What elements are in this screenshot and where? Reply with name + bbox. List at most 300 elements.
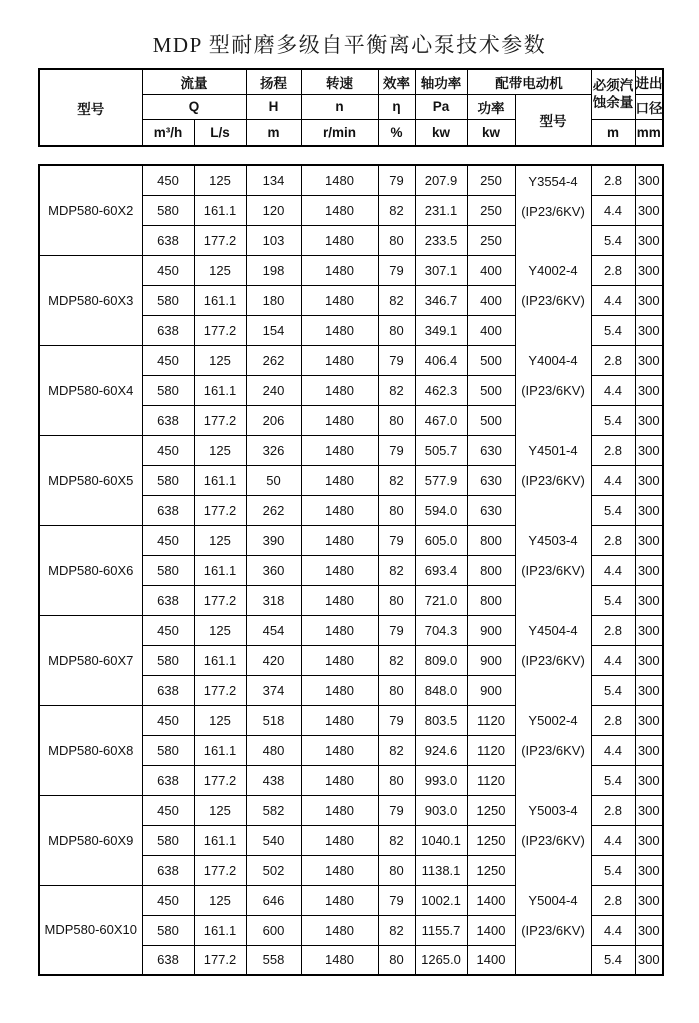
diameter-cell: 300 [635, 405, 663, 435]
diameter-cell: 300 [635, 735, 663, 765]
header-model: 型号 [39, 69, 142, 146]
shaft-power-cell: 1155.7 [415, 915, 467, 945]
motor-model-cell [515, 345, 591, 435]
head-cell: 262 [246, 345, 301, 375]
speed-cell: 1480 [301, 735, 378, 765]
head-cell: 103 [246, 225, 301, 255]
pump-spec-table [38, 164, 664, 976]
shaft-power-cell: 233.5 [415, 225, 467, 255]
speed-cell: 1480 [301, 915, 378, 945]
shaft-power-cell: 704.3 [415, 615, 467, 645]
flow-ls-cell: 161.1 [194, 285, 246, 315]
diameter-cell: 300 [635, 585, 663, 615]
shaft-power-cell: 1002.1 [415, 885, 467, 915]
motor-power-cell: 900 [467, 615, 515, 645]
spec-row [39, 435, 663, 465]
diameter-cell: 300 [635, 225, 663, 255]
speed-cell: 1480 [301, 825, 378, 855]
diameter-cell: 300 [635, 495, 663, 525]
efficiency-cell: 82 [378, 645, 415, 675]
header-motor-power: 功率 [467, 94, 515, 119]
motor-power-cell: 1250 [467, 795, 515, 825]
flow-m3h-cell: 638 [142, 495, 194, 525]
flow-ls-cell: 125 [194, 615, 246, 645]
pump-model-cell: MDP580-60X5 [39, 435, 142, 525]
motor-model-name: Y4002-4 [528, 263, 578, 278]
motor-power-cell: 1400 [467, 885, 515, 915]
motor-power-cell: 800 [467, 555, 515, 585]
efficiency-cell: 79 [378, 345, 415, 375]
flow-m3h-cell: 580 [142, 465, 194, 495]
shaft-power-cell: 1265.0 [415, 945, 467, 975]
pump-model-cell: MDP580-60X3 [39, 255, 142, 345]
motor-power-cell: 1250 [467, 855, 515, 885]
diameter-cell: 300 [635, 165, 663, 195]
npsh-cell: 2.8 [591, 615, 635, 645]
diameter-cell: 300 [635, 825, 663, 855]
flow-ls-cell: 177.2 [194, 765, 246, 795]
flow-ls-cell: 125 [194, 255, 246, 285]
header-unit-efficiency: % [378, 119, 415, 146]
header-unit-m3h: m³/h [142, 119, 194, 146]
motor-power-cell: 1400 [467, 945, 515, 975]
diameter-cell: 300 [635, 195, 663, 225]
spec-row [39, 345, 663, 375]
head-cell: 240 [246, 375, 301, 405]
motor-model-name: Y4504-4 [528, 623, 578, 638]
npsh-cell: 5.4 [591, 765, 635, 795]
npsh-cell: 4.4 [591, 375, 635, 405]
header-row-1 [39, 69, 663, 94]
speed-cell: 1480 [301, 435, 378, 465]
efficiency-cell: 82 [378, 825, 415, 855]
shaft-power-cell: 924.6 [415, 735, 467, 765]
npsh-cell: 4.4 [591, 825, 635, 855]
flow-m3h-cell: 638 [142, 315, 194, 345]
speed-cell: 1480 [301, 705, 378, 735]
flow-m3h-cell: 450 [142, 885, 194, 915]
shaft-power-cell: 693.4 [415, 555, 467, 585]
motor-power-cell: 1400 [467, 915, 515, 945]
npsh-cell: 2.8 [591, 165, 635, 195]
shaft-power-cell: 462.3 [415, 375, 467, 405]
header-npsh-line1: 必须汽 [592, 78, 634, 94]
motor-model-cell [515, 435, 591, 525]
motor-model-spec: (IP23/6KV) [521, 204, 585, 219]
npsh-cell: 2.8 [591, 435, 635, 465]
head-cell: 134 [246, 165, 301, 195]
motor-model-spec: (IP23/6KV) [521, 383, 585, 398]
header-speed-symbol: n [301, 94, 378, 119]
diameter-cell: 300 [635, 705, 663, 735]
head-cell: 198 [246, 255, 301, 285]
efficiency-cell: 80 [378, 945, 415, 975]
npsh-cell: 2.8 [591, 345, 635, 375]
motor-power-cell: 1250 [467, 825, 515, 855]
pump-model-cell: MDP580-60X2 [39, 165, 142, 255]
flow-ls-cell: 125 [194, 435, 246, 465]
flow-m3h-cell: 450 [142, 435, 194, 465]
header-diameter-line1: 进出 [635, 69, 663, 94]
head-cell: 518 [246, 705, 301, 735]
speed-cell: 1480 [301, 375, 378, 405]
efficiency-cell: 82 [378, 285, 415, 315]
efficiency-cell: 80 [378, 585, 415, 615]
speed-cell: 1480 [301, 255, 378, 285]
motor-model-name: Y4501-4 [528, 443, 578, 458]
header-shaft-power-symbol: Pa [415, 94, 467, 119]
npsh-cell: 2.8 [591, 525, 635, 555]
diameter-cell: 300 [635, 465, 663, 495]
flow-ls-cell: 125 [194, 705, 246, 735]
flow-m3h-cell: 580 [142, 825, 194, 855]
npsh-cell: 5.4 [591, 315, 635, 345]
motor-model-spec: (IP23/6KV) [521, 563, 585, 578]
motor-model-name: Y3554-4 [528, 174, 578, 189]
shaft-power-cell: 505.7 [415, 435, 467, 465]
motor-power-cell: 630 [467, 495, 515, 525]
motor-model-spec: (IP23/6KV) [521, 923, 585, 938]
spec-row [39, 885, 663, 915]
head-cell: 374 [246, 675, 301, 705]
speed-cell: 1480 [301, 405, 378, 435]
motor-model-spec: (IP23/6KV) [521, 653, 585, 668]
flow-ls-cell: 161.1 [194, 645, 246, 675]
flow-ls-cell: 161.1 [194, 735, 246, 765]
pump-model-cell: MDP580-60X10 [39, 885, 142, 975]
npsh-cell: 4.4 [591, 285, 635, 315]
head-cell: 262 [246, 495, 301, 525]
flow-m3h-cell: 638 [142, 945, 194, 975]
flow-ls-cell: 177.2 [194, 225, 246, 255]
shaft-power-cell: 577.9 [415, 465, 467, 495]
efficiency-cell: 80 [378, 315, 415, 345]
speed-cell: 1480 [301, 315, 378, 345]
flow-m3h-cell: 638 [142, 765, 194, 795]
motor-power-cell: 500 [467, 345, 515, 375]
speed-cell: 1480 [301, 495, 378, 525]
flow-ls-cell: 161.1 [194, 465, 246, 495]
diameter-cell: 300 [635, 435, 663, 465]
npsh-cell: 5.4 [591, 675, 635, 705]
npsh-cell: 4.4 [591, 555, 635, 585]
flow-m3h-cell: 580 [142, 195, 194, 225]
motor-model-spec: (IP23/6KV) [521, 293, 585, 308]
shaft-power-cell: 406.4 [415, 345, 467, 375]
diameter-cell: 300 [635, 285, 663, 315]
speed-cell: 1480 [301, 795, 378, 825]
header-efficiency: 效率 [378, 69, 415, 94]
flow-m3h-cell: 450 [142, 525, 194, 555]
shaft-power-cell: 605.0 [415, 525, 467, 555]
flow-ls-cell: 177.2 [194, 675, 246, 705]
efficiency-cell: 82 [378, 375, 415, 405]
motor-power-cell: 800 [467, 585, 515, 615]
npsh-cell: 5.4 [591, 225, 635, 255]
efficiency-cell: 82 [378, 915, 415, 945]
npsh-cell: 5.4 [591, 945, 635, 975]
header-npsh-line2: 蚀余量 [592, 95, 634, 111]
speed-cell: 1480 [301, 465, 378, 495]
head-cell: 438 [246, 765, 301, 795]
head-cell: 50 [246, 465, 301, 495]
efficiency-cell: 80 [378, 675, 415, 705]
speed-cell: 1480 [301, 555, 378, 585]
head-cell: 540 [246, 825, 301, 855]
shaft-power-cell: 231.1 [415, 195, 467, 225]
diameter-cell: 300 [635, 765, 663, 795]
header-unit-shaft-power: kw [415, 119, 467, 146]
flow-m3h-cell: 638 [142, 675, 194, 705]
shaft-power-cell: 207.9 [415, 165, 467, 195]
motor-model-cell [515, 525, 591, 615]
speed-cell: 1480 [301, 855, 378, 885]
head-cell: 420 [246, 645, 301, 675]
pump-model-cell: MDP580-60X9 [39, 795, 142, 885]
head-cell: 180 [246, 285, 301, 315]
efficiency-cell: 79 [378, 165, 415, 195]
flow-ls-cell: 161.1 [194, 195, 246, 225]
shaft-power-cell: 721.0 [415, 585, 467, 615]
flow-m3h-cell: 450 [142, 255, 194, 285]
head-cell: 454 [246, 615, 301, 645]
npsh-cell: 5.4 [591, 855, 635, 885]
npsh-cell: 5.4 [591, 585, 635, 615]
motor-model-cell [515, 255, 591, 345]
motor-model-name: Y4004-4 [528, 353, 578, 368]
diameter-cell: 300 [635, 645, 663, 675]
flow-m3h-cell: 580 [142, 915, 194, 945]
pump-model-cell: MDP580-60X4 [39, 345, 142, 435]
diameter-cell: 300 [635, 945, 663, 975]
npsh-cell: 5.4 [591, 495, 635, 525]
efficiency-cell: 80 [378, 855, 415, 885]
header-diameter-line2: 口径 [635, 94, 663, 119]
motor-model-name: Y5002-4 [528, 713, 578, 728]
motor-model-cell [515, 165, 591, 255]
flow-m3h-cell: 638 [142, 405, 194, 435]
diameter-cell: 300 [635, 345, 663, 375]
shaft-power-cell: 346.7 [415, 285, 467, 315]
motor-power-cell: 500 [467, 405, 515, 435]
diameter-cell: 300 [635, 525, 663, 555]
npsh-cell: 4.4 [591, 465, 635, 495]
flow-ls-cell: 125 [194, 525, 246, 555]
diameter-cell: 300 [635, 855, 663, 885]
diameter-cell: 300 [635, 315, 663, 345]
flow-m3h-cell: 580 [142, 285, 194, 315]
speed-cell: 1480 [301, 945, 378, 975]
head-cell: 154 [246, 315, 301, 345]
shaft-power-cell: 809.0 [415, 645, 467, 675]
flow-m3h-cell: 450 [142, 165, 194, 195]
shaft-power-cell: 848.0 [415, 675, 467, 705]
diameter-cell: 300 [635, 795, 663, 825]
spec-row [39, 795, 663, 825]
efficiency-cell: 80 [378, 405, 415, 435]
head-cell: 206 [246, 405, 301, 435]
pump-model-cell: MDP580-60X8 [39, 705, 142, 795]
header-head-symbol: H [246, 94, 301, 119]
flow-m3h-cell: 450 [142, 615, 194, 645]
motor-power-cell: 630 [467, 435, 515, 465]
motor-power-cell: 250 [467, 165, 515, 195]
speed-cell: 1480 [301, 195, 378, 225]
pump-model-cell: MDP580-60X7 [39, 615, 142, 705]
efficiency-cell: 80 [378, 225, 415, 255]
flow-m3h-cell: 638 [142, 855, 194, 885]
diameter-cell: 300 [635, 885, 663, 915]
motor-power-cell: 630 [467, 465, 515, 495]
header-unit-motor-power: kw [467, 119, 515, 146]
speed-cell: 1480 [301, 585, 378, 615]
pump-model-cell: MDP580-60X6 [39, 525, 142, 615]
spec-table-header [38, 68, 664, 147]
header-flow: 流量 [142, 69, 246, 94]
efficiency-cell: 79 [378, 885, 415, 915]
head-cell: 600 [246, 915, 301, 945]
motor-power-cell: 250 [467, 195, 515, 225]
head-cell: 646 [246, 885, 301, 915]
diameter-cell: 300 [635, 615, 663, 645]
flow-m3h-cell: 450 [142, 705, 194, 735]
header-unit-diameter: mm [635, 119, 663, 146]
speed-cell: 1480 [301, 675, 378, 705]
motor-power-cell: 250 [467, 225, 515, 255]
head-cell: 318 [246, 585, 301, 615]
document-page [0, 29, 699, 1023]
motor-model-cell [515, 615, 591, 705]
header-head: 扬程 [246, 69, 301, 94]
motor-power-cell: 900 [467, 645, 515, 675]
diameter-cell: 300 [635, 375, 663, 405]
head-cell: 326 [246, 435, 301, 465]
diameter-cell: 300 [635, 675, 663, 705]
motor-model-cell [515, 705, 591, 795]
npsh-cell: 2.8 [591, 255, 635, 285]
speed-cell: 1480 [301, 345, 378, 375]
spec-row [39, 615, 663, 645]
head-cell: 582 [246, 795, 301, 825]
header-motor-model: 型号 [515, 94, 591, 146]
head-cell: 502 [246, 855, 301, 885]
head-cell: 120 [246, 195, 301, 225]
flow-ls-cell: 177.2 [194, 855, 246, 885]
efficiency-cell: 79 [378, 525, 415, 555]
efficiency-cell: 82 [378, 195, 415, 225]
motor-model-cell [515, 795, 591, 885]
flow-m3h-cell: 450 [142, 795, 194, 825]
efficiency-cell: 79 [378, 615, 415, 645]
head-cell: 390 [246, 525, 301, 555]
speed-cell: 1480 [301, 165, 378, 195]
header-unit-ls: L/s [194, 119, 246, 146]
flow-ls-cell: 177.2 [194, 405, 246, 435]
npsh-cell: 4.4 [591, 915, 635, 945]
spec-row [39, 165, 663, 195]
spec-row [39, 255, 663, 285]
motor-power-cell: 800 [467, 525, 515, 555]
efficiency-cell: 79 [378, 795, 415, 825]
speed-cell: 1480 [301, 885, 378, 915]
speed-cell: 1480 [301, 765, 378, 795]
header-unit-head: m [246, 119, 301, 146]
motor-power-cell: 400 [467, 285, 515, 315]
pump-table-body [39, 165, 663, 975]
npsh-cell: 4.4 [591, 735, 635, 765]
shaft-power-cell: 803.5 [415, 705, 467, 735]
flow-m3h-cell: 580 [142, 555, 194, 585]
speed-cell: 1480 [301, 615, 378, 645]
flow-ls-cell: 177.2 [194, 585, 246, 615]
header-efficiency-symbol: η [378, 94, 415, 119]
flow-m3h-cell: 580 [142, 645, 194, 675]
motor-model-spec: (IP23/6KV) [521, 743, 585, 758]
flow-ls-cell: 125 [194, 165, 246, 195]
flow-ls-cell: 161.1 [194, 915, 246, 945]
speed-cell: 1480 [301, 285, 378, 315]
efficiency-cell: 79 [378, 435, 415, 465]
flow-m3h-cell: 580 [142, 735, 194, 765]
speed-cell: 1480 [301, 525, 378, 555]
efficiency-cell: 82 [378, 735, 415, 765]
shaft-power-cell: 1138.1 [415, 855, 467, 885]
flow-ls-cell: 125 [194, 885, 246, 915]
motor-power-cell: 500 [467, 375, 515, 405]
motor-model-name: Y4503-4 [528, 533, 578, 548]
header-flow-symbol: Q [142, 94, 246, 119]
motor-model-name: Y5003-4 [528, 803, 578, 818]
shaft-power-cell: 307.1 [415, 255, 467, 285]
npsh-cell: 2.8 [591, 795, 635, 825]
shaft-power-cell: 903.0 [415, 795, 467, 825]
flow-ls-cell: 125 [194, 795, 246, 825]
motor-model-spec: (IP23/6KV) [521, 833, 585, 848]
efficiency-cell: 79 [378, 705, 415, 735]
header-motor: 配带电动机 [467, 69, 591, 94]
flow-ls-cell: 161.1 [194, 825, 246, 855]
header-unit-npsh: m [591, 119, 635, 146]
npsh-cell: 5.4 [591, 405, 635, 435]
diameter-cell: 300 [635, 255, 663, 285]
flow-m3h-cell: 580 [142, 375, 194, 405]
flow-m3h-cell: 638 [142, 225, 194, 255]
motor-power-cell: 400 [467, 315, 515, 345]
spec-row [39, 525, 663, 555]
efficiency-cell: 82 [378, 555, 415, 585]
shaft-power-cell: 993.0 [415, 765, 467, 795]
flow-ls-cell: 177.2 [194, 315, 246, 345]
shaft-power-cell: 594.0 [415, 495, 467, 525]
efficiency-cell: 80 [378, 765, 415, 795]
motor-power-cell: 400 [467, 255, 515, 285]
diameter-cell: 300 [635, 915, 663, 945]
motor-power-cell: 1120 [467, 705, 515, 735]
motor-model-name: Y5004-4 [528, 893, 578, 908]
flow-ls-cell: 177.2 [194, 945, 246, 975]
efficiency-cell: 80 [378, 495, 415, 525]
motor-power-cell: 1120 [467, 735, 515, 765]
efficiency-cell: 82 [378, 465, 415, 495]
flow-ls-cell: 177.2 [194, 495, 246, 525]
page-title: MDP 型耐磨多级自平衡离心泵技术参数 [152, 33, 547, 57]
diameter-cell: 300 [635, 555, 663, 585]
speed-cell: 1480 [301, 645, 378, 675]
header-shaft-power: 轴功率 [415, 69, 467, 94]
flow-ls-cell: 125 [194, 345, 246, 375]
flow-m3h-cell: 450 [142, 345, 194, 375]
npsh-cell: 4.4 [591, 195, 635, 225]
